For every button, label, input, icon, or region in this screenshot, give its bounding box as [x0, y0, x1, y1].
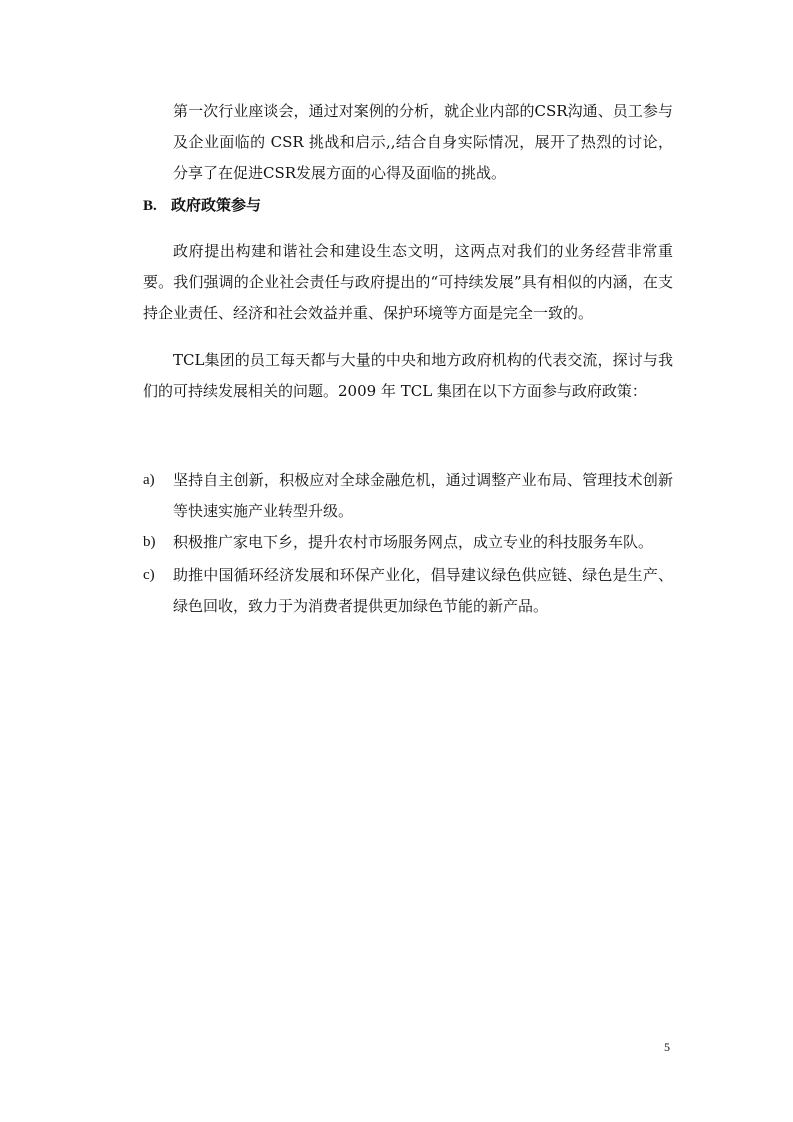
list-marker: c)	[143, 567, 155, 583]
list-text: 积极推广家电下乡，提升农村市场服务网点，成立专业的科技服务车队。	[173, 533, 654, 551]
policy-paragraph: 政府提出构建和谐社会和建设生态文明，这两点对我们的业务经营非常重要。我们强调的企业社会责任与政府提出的“可持续发展”具有相似的内涵，在支持企业责任、经济和社会效益并重、保护环境等方面是完全一致的。	[143, 242, 673, 322]
section-heading	[143, 193, 261, 218]
page-number: 5	[664, 1040, 670, 1054]
engagement-paragraph: TCL集团的员工每天都与大量的中央和地方政府机构的代表交流，探讨与我们的可持续发展相关的问题。2009 年 TCL 集团在以下方面参与政府政策：	[143, 351, 673, 400]
list-marker: a)	[143, 472, 155, 488]
list-item	[143, 527, 673, 558]
section-title: 政府政策参与	[171, 196, 262, 214]
list-marker: b)	[143, 534, 156, 550]
section-marker: B.	[143, 198, 157, 214]
list-item	[143, 465, 673, 527]
list-text: 助推中国循环经济发展和环保产业化，倡导建议绿色供应链、绿色是生产、绿色回收，致力于为消费者提供更加绿色节能的新产品。	[173, 566, 673, 615]
list-text: 坚持自主创新，积极应对全球金融危机，通过调整产业布局、管理技术创新等快速实施产业转型升级。	[173, 471, 673, 520]
intro-paragraph: 第一次行业座谈会，通过对案例的分析，就企业内部的CSR沟通、员工参与及企业面临的 CSR 挑战和启示,,结合自身实际情况，展开了热烈的讨论，分享了在促进CSR发展方面的心得及面临的挑战。	[173, 102, 673, 182]
list-item	[143, 560, 673, 622]
